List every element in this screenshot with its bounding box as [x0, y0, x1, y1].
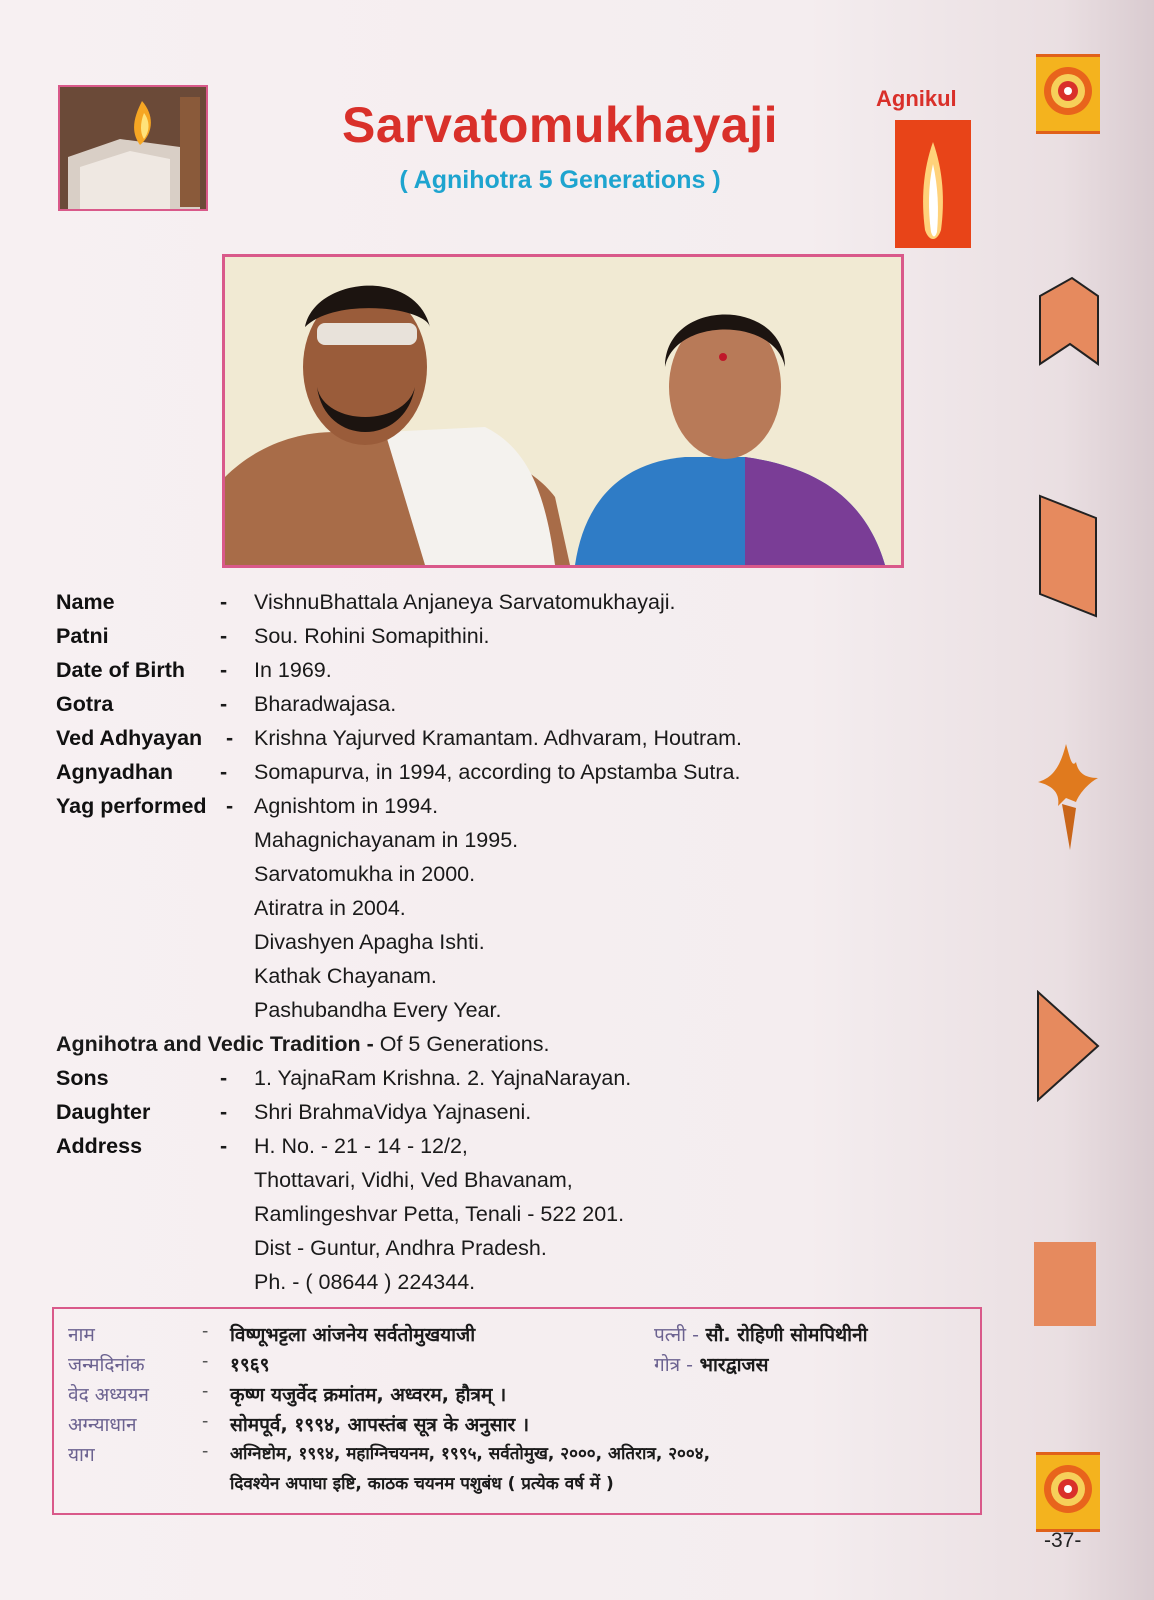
altar-thumbnail-image [58, 85, 208, 211]
hindi-value-continued: दिवश्येन अपाघा इष्टि, काठक चयनम पशुबंध ( प्रत्येक वर्ष में ) [230, 1474, 614, 1494]
detail-dash: - [220, 1066, 228, 1090]
yag-item: Sarvatomukha in 2000. [254, 862, 476, 886]
detail-value: 1. YajnaRam Krishna. 2. YajnaNarayan. [254, 1066, 632, 1090]
hindi-value: सोमपूर्व, १९९४, आपस्तंब सूत्र के अनुसार । [230, 1414, 530, 1436]
pentagon-shape-icon [1038, 276, 1100, 373]
page-title: Sarvatomukhayaji [342, 97, 778, 153]
detail-value: Somapurva, in 1994, according to Apstamba Sutra. [254, 760, 741, 784]
square-shape-icon [1034, 1242, 1096, 1326]
detail-label: Date of Birth [56, 658, 185, 682]
eagle-icon [1036, 738, 1100, 859]
hindi-gotra-label: गोत्र - [654, 1354, 694, 1376]
detail-value: Shri BrahmaVidya Yajnaseni. [254, 1100, 532, 1124]
detail-label: Patni [56, 624, 109, 648]
detail-value: Of 5 Generations. [379, 1032, 550, 1056]
detail-dash: - [226, 794, 234, 818]
detail-dash: - [220, 624, 228, 648]
yag-item: Mahagnichayanam in 1995. [254, 828, 519, 852]
detail-label: Ved Adhyayan [56, 726, 203, 750]
detail-dash: - [220, 760, 228, 784]
detail-label: Address [56, 1134, 143, 1158]
detail-row-tradition [56, 1031, 549, 1059]
hindi-label: नाम [68, 1324, 95, 1346]
hindi-patni-label: पत्नी - [654, 1324, 699, 1346]
hindi-value: १९६९ [230, 1354, 270, 1376]
hindi-patni-value: सौ. रोहिणी सोमपिथीनी [705, 1324, 868, 1346]
hindi-dash: - [202, 1381, 209, 1402]
hindi-label: जन्मदिनांक [68, 1354, 145, 1376]
detail-value: H. No. - 21 - 14 - 12/2, [254, 1134, 468, 1158]
detail-dash: - [226, 726, 234, 750]
detail-dash: - [220, 1134, 228, 1158]
parallelogram-shape-icon [1038, 494, 1100, 623]
couple-photo [222, 254, 904, 568]
page-subtitle: ( Agnihotra 5 Generations ) [399, 166, 721, 194]
address-line: Thottavari, Vidhi, Ved Bhavanam, [254, 1168, 573, 1192]
detail-dash: - [220, 692, 228, 716]
detail-label: Agnyadhan [56, 760, 174, 784]
hindi-label: वेद अध्ययन [68, 1384, 149, 1406]
yag-item: Kathak Chayanam. [254, 964, 437, 988]
detail-label: Daughter [56, 1100, 151, 1124]
address-line: Dist - Guntur, Andhra Pradesh. [254, 1236, 547, 1260]
hindi-value: विष्णूभट्टला आंजनेय सर्वतोमुखयाजी [230, 1324, 476, 1346]
hindi-dash: - [202, 1351, 209, 1372]
address-line: Ramlingeshvar Petta, Tenali - 522 201. [254, 1202, 625, 1226]
hindi-gotra-value: भारद्वाजस [699, 1354, 769, 1376]
address-line: Ph. - ( 08644 ) 224344. [254, 1270, 476, 1294]
agnikul-label: Agnikul [876, 86, 957, 111]
hindi-dash: - [202, 1321, 209, 1342]
hindi-label: अग्न्याधान [68, 1414, 137, 1436]
yag-item: Pashubandha Every Year. [254, 998, 502, 1022]
detail-label: Agnihotra and Vedic Tradition - [56, 1032, 374, 1056]
flame-icon [895, 120, 971, 248]
detail-dash: - [220, 658, 228, 682]
yag-item: Atiratra in 2004. [254, 896, 406, 920]
hindi-dash: - [202, 1411, 209, 1432]
triangle-shape-icon [1036, 990, 1100, 1107]
detail-value: Agnishtom in 1994. [254, 794, 439, 818]
hindi-patni [654, 1321, 868, 1347]
hindi-dash: - [202, 1441, 209, 1462]
detail-label: Gotra [56, 692, 114, 716]
hindi-value: कृष्ण यजुर्वेद क्रमांतम, अध्वरम, हौत्रम् । [230, 1384, 507, 1406]
detail-dash: - [220, 1100, 228, 1124]
yag-item: Divashyen Apagha Ishti. [254, 930, 485, 954]
hindi-summary-box [52, 1307, 982, 1515]
detail-dash: - [220, 590, 228, 614]
detail-value: Sou. Rohini Somapithini. [254, 624, 490, 648]
detail-value: VishnuBhattala Anjaneya Sarvatomukhayaji. [254, 590, 676, 614]
hindi-gotra [654, 1351, 768, 1377]
detail-label: Name [56, 590, 115, 614]
page-number: -37- [1044, 1529, 1082, 1552]
detail-value: Krishna Yajurved Kramantam. Adhvaram, Houtram. [254, 726, 742, 750]
detail-label: Sons [56, 1066, 109, 1090]
mandala-icon [1036, 54, 1100, 134]
detail-label: Yag performed [56, 794, 207, 818]
mandala-icon-bottom [1036, 1452, 1100, 1532]
hindi-value: अग्निष्टोम, १९९४, महाग्निचयनम, १९९५, सर्वतोमुख, २०००, अतिरात्र, २००४, [230, 1444, 711, 1464]
detail-value: In 1969. [254, 658, 332, 682]
hindi-label: याग [68, 1444, 95, 1466]
detail-value: Bharadwajasa. [254, 692, 397, 716]
